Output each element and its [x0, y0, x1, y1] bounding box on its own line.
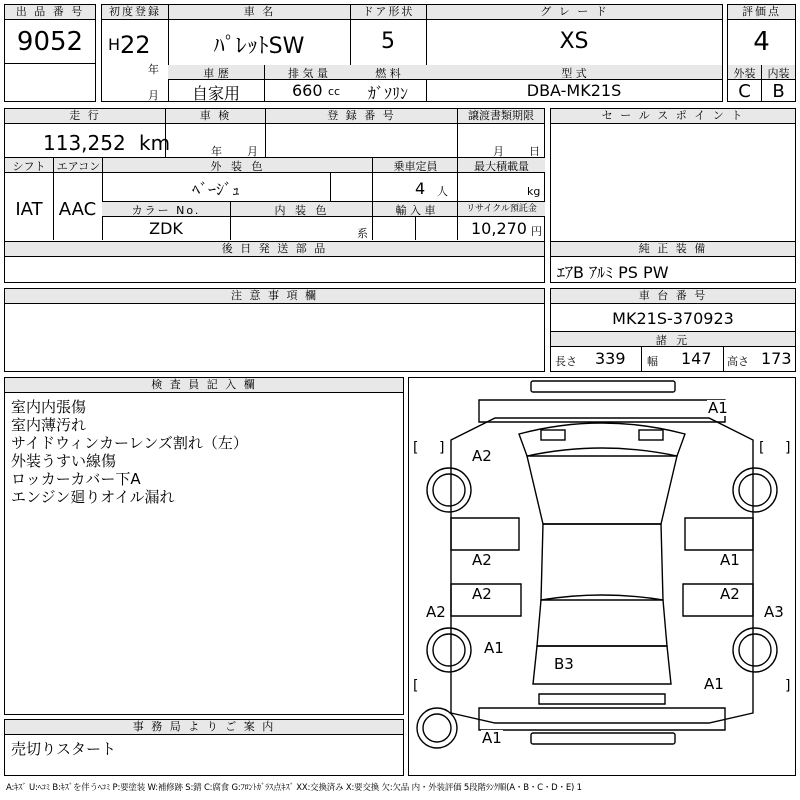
damage-mark: A1 — [482, 729, 502, 747]
mileage: 113,252 — [43, 131, 126, 155]
door-label: ドア形状 — [350, 5, 426, 20]
capacity-label: 乗車定員 — [372, 158, 458, 173]
reg-year: 22 — [120, 31, 151, 59]
exterior-label: 外装 — [728, 65, 761, 80]
damage-mark: A1 — [704, 675, 724, 693]
interior-grade: B — [772, 81, 785, 102]
damage-mark: A1 — [484, 639, 504, 657]
chassis-label: 車 台 番 号 — [551, 289, 795, 304]
caution-label: 注 意 事 項 欄 — [5, 289, 544, 304]
sales-point-box — [550, 108, 796, 242]
office-box — [4, 719, 404, 776]
bracket: [ — [413, 440, 419, 456]
office-text: 売切りスタート — [11, 740, 117, 758]
lot-number: 9052 — [16, 27, 84, 57]
damage-mark: A2 — [472, 585, 492, 603]
mileage-label: 走 行 — [5, 109, 165, 124]
car-name-label: 車 名 — [168, 5, 350, 20]
capacity: 4 — [415, 179, 426, 198]
recycle-unit: 円 — [531, 225, 542, 238]
import-label: 輸 入 車 — [372, 202, 458, 217]
displacement: 660 — [292, 81, 323, 100]
ext-color-label: 外 装 色 — [102, 158, 373, 173]
caution-box — [4, 288, 545, 372]
damage-mark: A2 — [426, 603, 446, 621]
bracket: [ — [413, 678, 419, 694]
ac: AAC — [58, 199, 97, 220]
max-load-label: 最大積載量 — [457, 158, 545, 173]
interior-label: 内装 — [762, 65, 795, 80]
equipment-label: 純 正 装 備 — [551, 242, 795, 257]
history-label: 車 歴 — [168, 65, 264, 80]
length-label: 長さ — [555, 355, 577, 368]
height: 173 — [761, 349, 792, 368]
inspection-label: 車 検 — [165, 109, 265, 124]
damage-mark: A3 — [764, 603, 784, 621]
color-no: ZDK — [149, 219, 183, 238]
first-reg-label: 初度登録 — [102, 5, 168, 20]
bracket: ] — [785, 440, 791, 456]
history: 自家用 — [191, 84, 240, 103]
ext-color: ﾍﾞｰｼﾞｭ — [191, 180, 240, 199]
length: 339 — [595, 349, 626, 368]
inspector-line: ロッカーカバー下A — [11, 470, 141, 488]
vehicle-header-box — [101, 4, 723, 102]
inspector-line: 室内内張傷 — [11, 398, 87, 416]
width-label: 幅 — [647, 355, 658, 368]
score-label: 評価点 — [728, 5, 795, 20]
later-parts-label: 後 日 発 送 部 品 — [5, 242, 544, 257]
recycle-label: リサイクル預託金 — [457, 202, 545, 217]
int-color-label: 内 装 色 — [230, 202, 373, 217]
fuel-label: 燃 料 — [350, 65, 426, 80]
width: 147 — [681, 349, 712, 368]
inspector-line: 室内薄汚れ — [11, 416, 87, 434]
damage-mark: A2 — [720, 585, 740, 603]
shift: IAT — [15, 199, 43, 220]
bracket: [ — [759, 440, 765, 456]
door-type: 5 — [381, 29, 395, 54]
inspector-line: サイドウィンカーレンズ割れ（左） — [11, 434, 248, 452]
displacement-unit: cc — [328, 85, 341, 98]
grade: XS — [559, 29, 589, 54]
equipment: ｴｱB ｱﾙﾐ PS PW — [557, 263, 669, 282]
bracket: ] — [439, 440, 445, 456]
bracket: ] — [785, 678, 791, 694]
grade-label: グ レ ー ド — [426, 5, 722, 20]
damage-mark: A2 — [472, 447, 492, 465]
lot-number-box — [4, 4, 96, 102]
damage-mark: B3 — [554, 655, 574, 673]
inspector-label: 検 査 員 記 入 欄 — [5, 378, 403, 393]
capacity-unit: 人 — [437, 185, 448, 198]
color-no-label: カラー No. — [102, 202, 230, 217]
car-name: ﾊﾟﾚｯﾄSW — [213, 34, 305, 59]
damage-diagram — [408, 377, 796, 776]
transfer-month-unit: 月 — [493, 145, 504, 158]
vehicle-details-box — [4, 108, 545, 242]
model: DBA-MK21S — [526, 81, 622, 100]
model-label: 型 式 — [426, 65, 722, 80]
fuel: ｶﾞｿﾘﾝ — [367, 84, 408, 103]
year-unit: 年 — [148, 63, 159, 76]
inspection-year-unit: 年 — [211, 145, 222, 158]
height-label: 高さ — [727, 355, 749, 368]
chassis-box — [550, 288, 796, 372]
transfer-deadline-label: 譲渡書類期限 — [457, 109, 544, 124]
lot-number-label: 出 品 番 号 — [5, 5, 95, 20]
inspector-box — [4, 377, 404, 715]
mileage-unit: km — [139, 131, 171, 155]
later-parts-box — [4, 241, 545, 283]
damage-mark: A1 — [720, 551, 740, 569]
ac-label: エアコン — [53, 158, 103, 173]
max-load-unit: kg — [527, 185, 541, 198]
chassis-number: MK21S-370923 — [612, 309, 734, 328]
shift-label: シフト — [5, 158, 53, 173]
damage-mark: A2 — [472, 551, 492, 569]
score-box — [727, 4, 796, 102]
office-label: 事 務 局 よ り ご 案 内 — [5, 720, 403, 735]
displacement-label: 排 気 量 — [264, 65, 351, 80]
transfer-day-unit: 日 — [529, 145, 540, 158]
car-outline — [409, 378, 795, 775]
legend: A:ｷｽﾞ U:ﾍｺﾐ B:ｷｽﾞを伴うﾍｺﾐ P:要塗装 W:補修跡 S:錆 C:腐食 G:ﾌﾛﾝﾄｶﾞﾗｽ点ｷｽﾞ XX:交換済み X:要交換 欠:欠品 内・外装評価 5段階ﾗﾝｸ順(A・B・C・D・E) 1 — [6, 783, 582, 793]
int-color-suffix: 系 — [357, 227, 368, 240]
era: H — [108, 35, 121, 54]
month-unit: 月 — [148, 89, 159, 102]
recycle-fee: 10,270 — [471, 219, 527, 238]
inspection-month-unit: 月 — [247, 145, 258, 158]
exterior-grade: C — [738, 81, 751, 102]
inspector-line: エンジン廻りオイル漏れ — [11, 488, 175, 506]
reg-number-label: 登 録 番 号 — [265, 109, 457, 124]
sales-point-label: セ ー ル ス ポ イ ン ト — [551, 109, 795, 124]
dims-label: 諸 元 — [551, 332, 795, 347]
score: 4 — [753, 27, 770, 57]
equipment-box — [550, 241, 796, 283]
inspector-line: 外装うすい線傷 — [11, 452, 117, 470]
damage-mark: A1 — [708, 399, 728, 417]
